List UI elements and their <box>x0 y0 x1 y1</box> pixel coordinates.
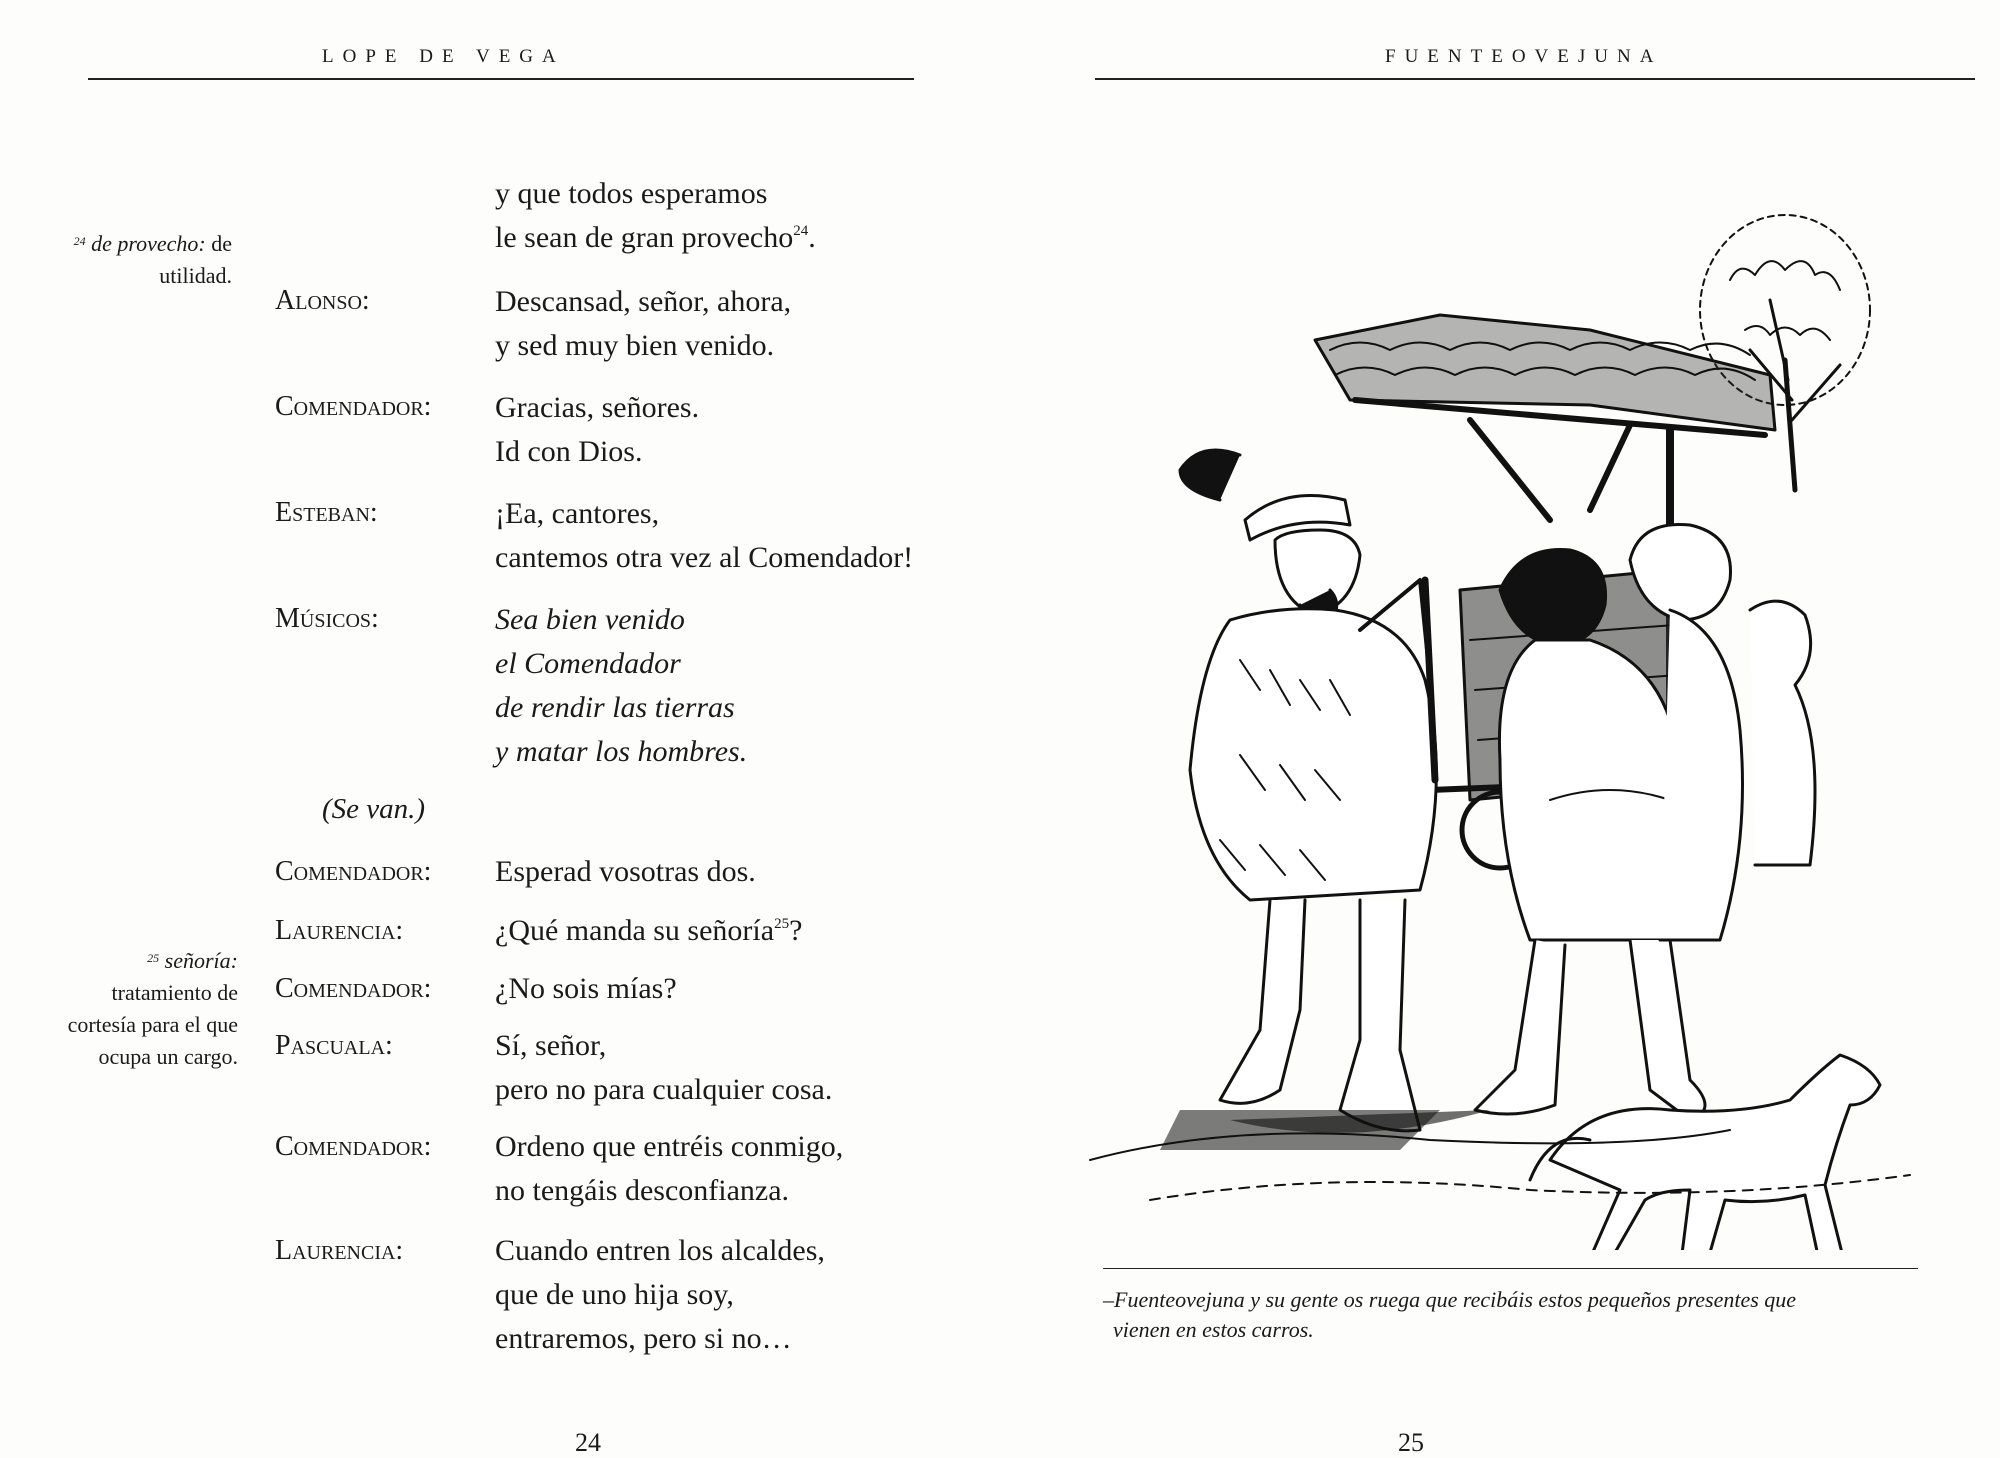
speaker-label: Esteban: <box>275 497 378 528</box>
running-header-left: LOPE DE VEGA <box>322 46 565 67</box>
speaker-label: Laurencia: <box>275 1235 404 1266</box>
song-lines: Sea bien venido el Comendador de rendir las tierras y matar los hombres. <box>495 603 748 768</box>
running-header-right: FUENTEOVEJUNA <box>1385 46 1663 67</box>
speaker-label: Comendador: <box>275 856 432 887</box>
speaker-label: Alonso: <box>275 285 370 316</box>
dialogue-block: Sí, señor, pero no para cualquier cosa. <box>495 1029 833 1106</box>
dialogue-block: ¡Ea, cantores, cantemos otra vez al Comendador! <box>495 497 914 574</box>
dialogue-block: ¿No sois mías? <box>495 972 677 1005</box>
stage-direction: (Se van.) <box>322 793 426 825</box>
left-page <box>0 0 1000 1455</box>
margin-note-25: $^{25}$ señoría: tratamiento de cortesía para el que ocupa un cargo. <box>67 948 238 1069</box>
speaker-label: Laurencia: <box>275 915 404 946</box>
comendador-figure <box>1180 450 1436 1131</box>
speaker-label: Comendador: <box>275 973 432 1004</box>
right-page <box>1000 0 2000 1455</box>
speaker-label: Músicos: <box>275 603 379 634</box>
header-rule-left <box>88 78 914 80</box>
page-number-right: 25 <box>1398 1428 1424 1457</box>
speaker-label: Pascuala: <box>275 1030 393 1061</box>
illustration-caption: –Fuenteovejuna y su gente os ruega que recibáis estos pequeños presentes que vienen en estos carros. <box>1103 1287 1797 1342</box>
dialogue-block: Esperad vosotras dos. <box>495 855 756 888</box>
dialogue-block: Descansad, señor, ahora, y sed muy bien venido. <box>495 285 792 362</box>
caption-rule <box>1103 1268 1918 1269</box>
dialogue-block: Ordeno que entréis conmigo, no tengáis desconfianza. <box>495 1130 844 1207</box>
dialogue-block: Cuando entren los alcaldes, que de uno hija soy, entraremos, pero si no… <box>495 1234 825 1355</box>
tree-drawing <box>1700 215 1870 490</box>
page-number-left: 24 <box>575 1428 601 1457</box>
header-rule-right <box>1095 78 1975 80</box>
dialogue-block: y que todos esperamos le sean de gran provecho$^{24}$. <box>495 177 816 254</box>
dog-drawing <box>1530 1055 1880 1250</box>
speaker-label: Comendador: <box>275 391 432 422</box>
speaker-label: Comendador: <box>275 1131 432 1162</box>
dialogue-block: Gracias, señores. Id con Dios. <box>495 391 700 468</box>
illustration <box>1030 100 2000 1250</box>
margin-note-24: $^{24}$ de provecho: de utilidad. <box>73 231 232 288</box>
dialogue-block: ¿Qué manda su señoría$^{25}$? <box>495 914 803 947</box>
